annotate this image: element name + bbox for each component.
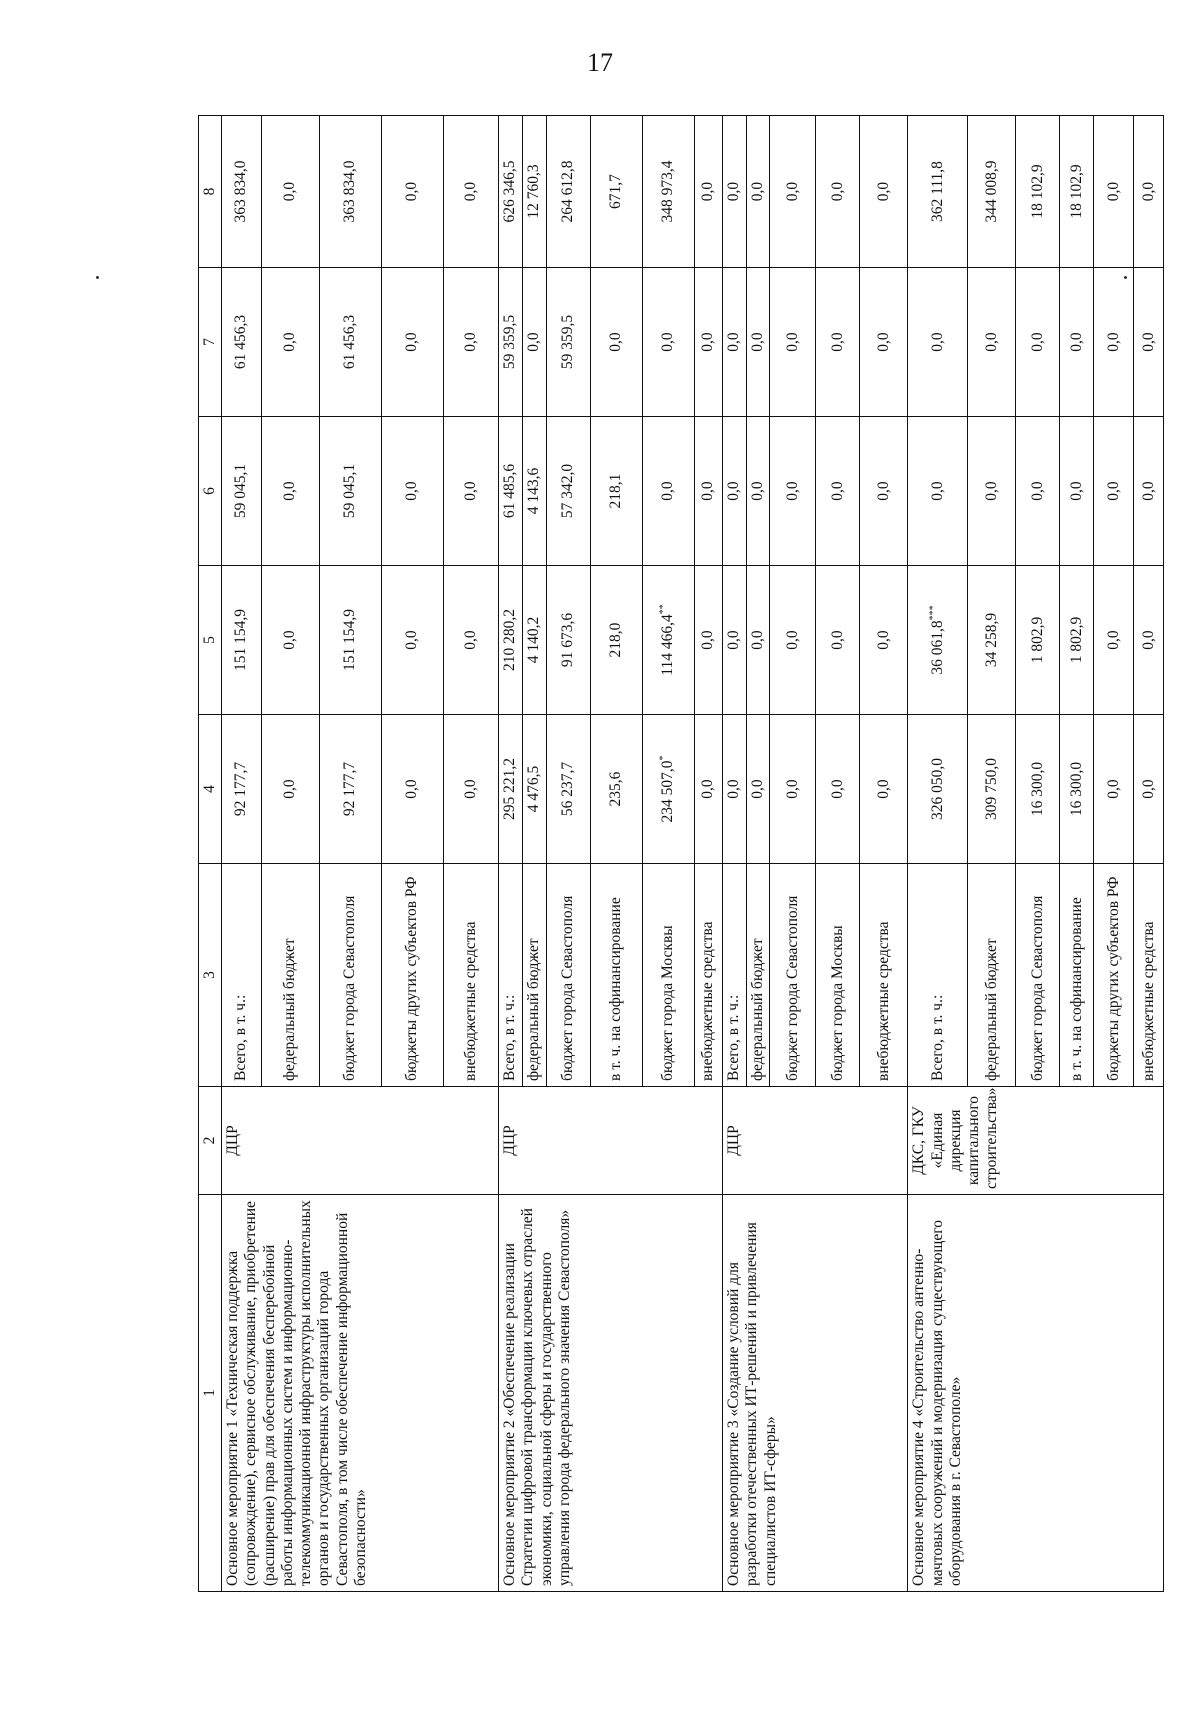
amount-value: 18 102,9 [1067,164,1085,219]
amount-cell [695,566,723,715]
activity-title: Основное мероприятие 4 «Строительство антенно-мачтовых сооружений и модернизация существующего оборудования в г. Севастополе» [908,1195,1164,1592]
amount-value: 0,0 [1104,630,1122,650]
amount-value: 1 802,9 [1028,616,1046,664]
column-header: 6 [199,417,222,566]
amount-value: 4 143,6 [525,467,543,515]
amount-value: 0,0 [982,481,1000,501]
amount-cell [1134,116,1164,268]
amount-cell [1094,566,1134,715]
amount-value: 0,0 [403,332,421,352]
amount-value: 0,0 [1139,332,1157,352]
activity-title: Основное мероприятие 3 «Создание условий для разработки отечественных ИТ-решений и привлечения специалистов ИТ-сферы» [723,1195,908,1592]
amount-value: 0,0 [403,181,421,202]
amount-cell [723,566,747,715]
amount-cell [1060,116,1094,268]
amount-value: 210 280,2 [501,609,519,671]
amount-value: 1 802,9 [1067,616,1085,664]
amount-cell [547,116,591,268]
amount-value: 59 045,1 [341,463,359,519]
amount-value: 0,0 [1104,181,1122,202]
amount-cell [770,268,816,417]
amount-cell [968,715,1016,864]
funding-source: Всего, в т. ч.: [222,864,262,1087]
amount-cell [523,566,547,715]
amount-cell [262,566,320,715]
amount-value: 0,0 [1104,481,1122,501]
amount-value: 0,0 [725,332,743,352]
amount-value: 0,0 [749,332,766,352]
amount-cell [1016,268,1060,417]
responsible-executor: ДКС, ГКУ «Единая дирекция капитального строительства» [908,1087,1164,1195]
amount-value: 0,0 [783,779,801,799]
amount-value: 0,0 [1139,181,1157,202]
amount-value: 0,0 [461,630,479,650]
amount-cell [908,268,968,417]
amount-value: 61 456,3 [232,314,250,370]
activity-title: Основное мероприятие 2 «Обеспечение реализации Стратегии цифровой трансформации ключевых отраслей экономики, социальной сферы и государственного управления города федерального значения Севастополя» [499,1195,723,1592]
amount-value: 0,0 [928,481,946,501]
amount-cell [1060,268,1094,417]
amount-cell [747,268,770,417]
amount-value: 0,0 [928,332,946,352]
amount-value: 0,0 [783,630,801,650]
amount-value: 151 154,9 [341,609,359,671]
amount-cell [643,268,695,417]
funding-source: бюджет города Севастополя [547,864,591,1087]
amount-value: 0,0 [874,332,892,352]
amount-cell [747,715,770,864]
amount-cell [816,566,860,715]
amount-cell [444,715,499,864]
amount-value: 0,0 [874,181,892,202]
amount-value: 59 359,5 [501,314,519,370]
scan-speck [96,276,99,279]
amount-cell [1016,715,1060,864]
amount-value: 0,0 [281,481,299,501]
responsible-executor: ДЦР [723,1087,908,1195]
amount-value: 0,0 [699,181,717,202]
amount-cell [747,417,770,566]
amount-cell [908,715,968,864]
amount-cell [499,566,523,715]
amount-cell [382,268,444,417]
amount-value: 0,0 [725,181,743,202]
amount-value: 0,0 [725,481,743,501]
footnote-mark: *** [927,605,939,621]
amount-value: 0,0 [725,779,743,799]
amount-cell [816,417,860,566]
amount-value: 0,0 [874,481,892,501]
funding-source: федеральный бюджет [747,864,770,1087]
responsible-executor: ДЦР [222,1087,499,1195]
column-header: 1 [199,1195,222,1592]
funding-source: в т. ч. на софинансирование [591,864,643,1087]
amount-cell [723,116,747,268]
amount-cell [643,566,695,715]
amount-value: 363 834,0 [341,160,359,223]
amount-cell [320,566,382,715]
amount-value: 234 507,0 [659,760,677,823]
amount-cell [968,116,1016,268]
amount-value: 0,0 [1067,332,1085,352]
footnote-mark: * [658,755,670,761]
amount-cell [695,715,723,864]
amount-value: 0,0 [783,332,801,352]
funding-source: федеральный бюджет [523,864,547,1087]
amount-cell [499,116,523,268]
column-header: 8 [199,116,222,268]
amount-value: 91 673,6 [559,612,577,668]
amount-value: 34 258,9 [982,612,1000,668]
amount-cell [747,116,770,268]
amount-value: 218,1 [607,473,625,509]
amount-cell [908,417,968,566]
amount-cell [382,417,444,566]
table-row [222,116,262,1592]
amount-cell [523,417,547,566]
amount-cell [968,566,1016,715]
funding-source: Всего, в т. ч.: [723,864,747,1087]
amount-value: 59 045,1 [232,463,250,519]
amount-cell [695,417,723,566]
amount-value: 218,0 [607,622,625,658]
amount-cell [770,566,816,715]
amount-value: 61 456,3 [341,314,359,370]
amount-cell [695,116,723,268]
amount-value: 0,0 [281,779,299,799]
amount-cell [444,116,499,268]
amount-value: 0,0 [461,481,479,501]
amount-cell [591,268,643,417]
amount-cell [1134,715,1164,864]
amount-value: 0,0 [281,332,299,352]
amount-cell [1060,715,1094,864]
amount-cell [222,116,262,268]
amount-cell [591,715,643,864]
amount-cell [523,268,547,417]
amount-value: 12 760,3 [525,164,543,219]
amount-value: 344 008,9 [982,160,1000,223]
amount-cell [816,268,860,417]
amount-value: 0,0 [828,332,846,352]
amount-value: 0,0 [783,181,801,202]
amount-value: 0,0 [1028,481,1046,501]
table-row [499,116,523,1592]
activity-title: Основное мероприятие 1 «Техническая поддержка (сопровождение), сервисное обслуживание, приобретение (расширение) прав для обеспечения бесперебойной работы информационных систем и информационно-телекоммуникационной инфраструктуры исполнительных органов и государственных организаций города Севастополя, в том числе обеспечение информационной безопасности» [222,1195,499,1592]
amount-value: 295 221,2 [501,758,519,820]
page-number: 17 [587,48,613,77]
amount-value: 0,0 [461,332,479,352]
funding-source: Всего, в т. ч.: [908,864,968,1087]
amount-value: 0,0 [1139,779,1157,799]
amount-value: 16 300,0 [1067,761,1085,817]
funding-source: бюджет города Севастополя [770,864,816,1087]
amount-value: 0,0 [699,779,717,799]
amount-value: 0,0 [749,779,766,799]
table-body [222,116,1164,1592]
amount-cell [499,715,523,864]
funding-source: федеральный бюджет [968,864,1016,1087]
amount-value: 0,0 [749,630,766,650]
funding-source: бюджет города Москвы [643,864,695,1087]
amount-value: 326 050,0 [928,758,946,820]
funding-source: бюджет города Севастополя [1016,864,1060,1087]
amount-value: 0,0 [828,630,846,650]
amount-cell [695,268,723,417]
amount-cell [320,715,382,864]
amount-cell [591,417,643,566]
amount-cell [262,268,320,417]
amount-cell [1094,116,1134,268]
amount-value: 0,0 [607,332,625,352]
amount-cell [1094,417,1134,566]
amount-cell [320,268,382,417]
amount-cell [222,417,262,566]
amount-cell [262,116,320,268]
amount-value: 348 973,4 [659,160,677,223]
amount-value: 0,0 [828,481,846,501]
amount-value: 0,0 [749,481,766,501]
amount-cell [1060,417,1094,566]
amount-value: 0,0 [281,630,299,650]
amount-cell [547,566,591,715]
footnote-mark: ** [658,604,670,615]
amount-cell [1094,715,1134,864]
amount-cell [222,268,262,417]
amount-cell [444,566,499,715]
column-number-row [199,116,222,1592]
amount-value: 0,0 [1104,779,1122,799]
amount-value: 56 237,7 [559,761,577,817]
amount-cell [1016,417,1060,566]
amount-value: 264 612,8 [559,160,577,223]
amount-cell [770,116,816,268]
amount-value: 0,0 [403,779,421,799]
amount-cell [968,268,1016,417]
amount-value: 0,0 [461,181,479,202]
amount-cell [547,715,591,864]
amount-value: 0,0 [982,332,1000,352]
amount-value: 0,0 [1139,630,1157,650]
amount-cell [320,116,382,268]
amount-cell [320,417,382,566]
amount-cell [908,116,968,268]
amount-cell [1016,116,1060,268]
amount-value: 0,0 [659,332,677,352]
amount-cell [860,715,908,864]
column-header: 7 [199,268,222,417]
amount-cell [444,268,499,417]
funding-source: Всего, в т. ч.: [499,864,523,1087]
amount-cell [643,715,695,864]
amount-value: 0,0 [1028,332,1046,352]
amount-cell [770,417,816,566]
amount-value: 59 359,5 [559,314,577,370]
amount-value: 0,0 [403,481,421,501]
funding-source: внебюджетные средства [1134,864,1164,1087]
amount-value: 18 102,9 [1028,164,1046,219]
amount-value: 309 750,0 [982,758,1000,820]
amount-cell [1134,268,1164,417]
column-header: 5 [199,566,222,715]
column-header: 2 [199,1087,222,1195]
funding-source: бюджеты других субъектов РФ [1094,864,1134,1087]
amount-value: 0,0 [749,181,766,202]
amount-cell [547,268,591,417]
amount-cell [860,268,908,417]
amount-value: 16 300,0 [1028,761,1046,817]
amount-value: 0,0 [725,630,743,650]
amount-value: 362 111,8 [928,161,946,222]
amount-cell [222,566,262,715]
table-row [908,116,968,1592]
amount-value: 363 834,0 [232,160,250,223]
amount-value: 0,0 [1104,332,1122,352]
amount-value: 0,0 [828,779,846,799]
amount-cell [816,116,860,268]
funding-source: внебюджетные средства [444,864,499,1087]
amount-cell [499,417,523,566]
amount-cell [816,715,860,864]
amount-cell [643,116,695,268]
amount-cell [591,566,643,715]
funding-source: внебюджетные средства [695,864,723,1087]
column-header: 4 [199,715,222,864]
amount-value: 151 154,9 [232,609,250,671]
amount-cell [723,715,747,864]
amount-cell [547,417,591,566]
funding-source: внебюджетные средства [860,864,908,1087]
amount-cell [382,116,444,268]
amount-value: 114 466,4 [659,614,677,676]
amount-value: 0,0 [828,181,846,202]
amount-value: 4 140,2 [525,616,543,664]
funding-source: бюджеты других субъектов РФ [382,864,444,1087]
financing-table-rotated [198,116,1157,1592]
amount-value: 0,0 [1067,481,1085,501]
amount-value: 0,0 [699,481,717,501]
amount-cell [723,268,747,417]
amount-cell [1134,566,1164,715]
amount-value: 61 485,6 [501,463,519,519]
amount-value: 4 476,5 [525,765,543,813]
funding-source: бюджет города Москвы [816,864,860,1087]
column-header: 3 [199,864,222,1087]
amount-value: 0,0 [659,481,677,501]
amount-value: 57 342,0 [559,463,577,519]
amount-cell [860,417,908,566]
amount-cell [444,417,499,566]
amount-value: 0,0 [281,181,299,202]
amount-cell [1094,268,1134,417]
amount-value: 0,0 [699,332,717,352]
amount-value: 235,6 [607,771,625,807]
amount-cell [1060,566,1094,715]
funding-source: федеральный бюджет [262,864,320,1087]
amount-cell [523,116,547,268]
amount-value: 92 177,7 [232,761,250,817]
amount-cell [968,417,1016,566]
amount-cell [1134,417,1164,566]
amount-value: 92 177,7 [341,761,359,817]
amount-value: 0,0 [874,779,892,799]
amount-cell [262,715,320,864]
amount-value: 36 061,8 [928,620,946,675]
financing-table [198,115,1164,1592]
amount-value: 0,0 [1139,481,1157,501]
amount-cell [591,116,643,268]
amount-value: 0,0 [461,779,479,799]
funding-source: бюджет города Севастополя [320,864,382,1087]
amount-cell [860,116,908,268]
responsible-executor: ДЦР [499,1087,723,1195]
amount-cell [382,715,444,864]
table-row [723,116,747,1592]
amount-cell [499,268,523,417]
amount-cell [747,566,770,715]
amount-cell [382,566,444,715]
amount-cell [262,417,320,566]
amount-cell [723,417,747,566]
amount-value: 0,0 [874,630,892,650]
amount-cell [523,715,547,864]
amount-value: 0,0 [699,630,717,650]
amount-value: 626 346,5 [501,160,519,223]
amount-value: 671,7 [607,174,625,209]
amount-value: 0,0 [403,630,421,650]
amount-cell [770,715,816,864]
amount-cell [643,417,695,566]
funding-source: в т. ч. на софинансирование [1060,864,1094,1087]
amount-cell [860,566,908,715]
amount-cell [908,566,968,715]
amount-value: 0,0 [525,332,543,352]
amount-cell [222,715,262,864]
amount-value: 0,0 [783,481,801,501]
amount-cell [1016,566,1060,715]
